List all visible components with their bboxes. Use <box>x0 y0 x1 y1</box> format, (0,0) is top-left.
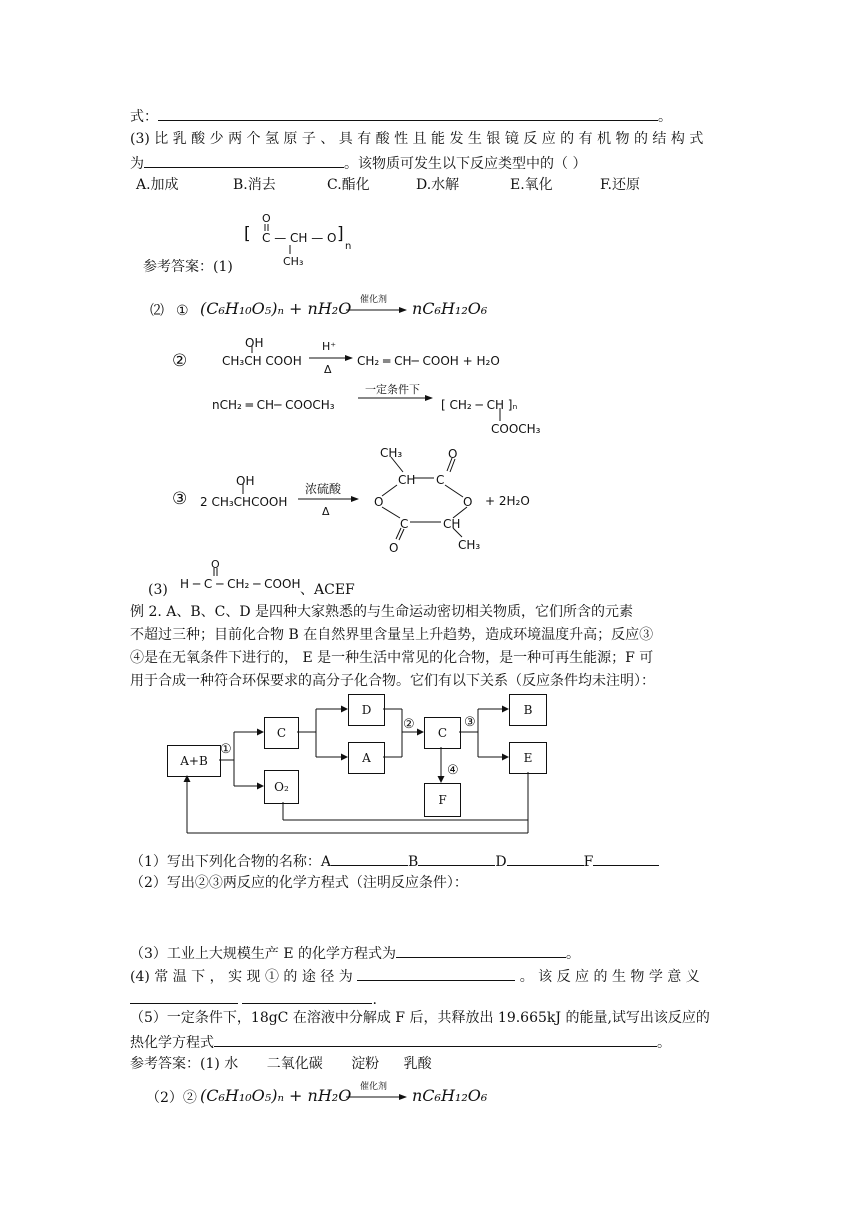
polymer-o: O <box>262 212 271 225</box>
ring-ch-bottom: CH <box>443 517 461 531</box>
box-ab: A+B <box>167 745 221 777</box>
example2-line3: ④是在无氧条件下进行的， E 是一种生活中常见的化合物，是一种可再生能源；F 可 <box>130 650 654 666</box>
example2-line4: 用于合成一种符合环保要求的高分子化合物。它们有以下关系（反应条件均未注明）： <box>130 673 655 689</box>
q1-d: D <box>495 854 507 870</box>
option-d: D.水解 <box>416 177 460 193</box>
eq4-left: 2 CH₃CHCOOH <box>200 495 288 509</box>
marker-4: ④ <box>447 763 459 778</box>
q1-b: B <box>408 854 419 870</box>
box-o2: O₂ <box>264 770 299 804</box>
eq2-left: CH₃CH COOH <box>222 354 302 368</box>
eq1-mark: ① <box>176 303 189 319</box>
eq4-cond-bottom: Δ <box>322 505 330 518</box>
eq2-cond-top: H⁺ <box>322 340 337 353</box>
box-c1: C <box>264 717 299 749</box>
q4-meaning: 。 该 反 应 的 生 物 学 意 义 <box>519 969 700 985</box>
q5-text: 热化学方程式 <box>130 1035 214 1051</box>
answer3-num: (3) <box>148 582 168 598</box>
eq3-left: nCH₂ ═ CH─ COOCH₃ <box>212 398 335 412</box>
answer3-formula: H ─ C ─ CH₂ ─ COOH <box>180 577 301 591</box>
eq1-condition: 催化剂 <box>360 295 388 305</box>
answer-ex2-co2: 二氧化碳 <box>266 1056 323 1072</box>
eq2-oh: OH <box>245 336 264 350</box>
box-d: D <box>348 694 385 726</box>
answer-ex2-lactic: 乳酸 <box>403 1056 432 1072</box>
eq4-product-tail: + 2H₂O <box>485 494 530 508</box>
eq2-mark: ② <box>172 351 188 371</box>
option-a: A.加成 <box>136 177 179 193</box>
q5-line1: （5）一定条件下，18gC 在溶液中分解成 F 后，共释放出 19.665kJ 的能量,试写出该反应的 <box>130 1010 710 1026</box>
option-b: B.消去 <box>233 177 276 193</box>
ring-o-bottom: O <box>389 541 399 555</box>
q3-text: （3）工业上大规模生产 E 的化学方程式为 <box>130 946 397 962</box>
ring-ch3-top: CH₃ <box>380 446 403 460</box>
answer-ex2-eq-right: nC₆H₁₂O₆ <box>412 1086 488 1105</box>
ring-ch-top: CH <box>398 473 416 487</box>
q2-line: （2）写出②③两反应的化学方程式（注明反应条件）： <box>130 875 468 891</box>
example2-line2: 不超过三种；目前化合物 B 在自然界里含量呈上升趋势，造成环境温度升高；反应③ <box>130 627 654 643</box>
ring-o-right: O <box>463 495 473 509</box>
ring-ch3-bottom: CH₃ <box>458 538 481 552</box>
box-b: B <box>509 694 547 726</box>
eq2-cond-bottom: Δ <box>324 363 332 376</box>
polymer-n: n <box>345 241 352 252</box>
box-e: E <box>509 742 547 774</box>
q1-a: （1）写出下列化合物的名称：A <box>130 854 332 870</box>
q3-line1: (3) 比 乳 酸 少 两 个 氢 原 子 、 具 有 酸 性 且 能 发 生 银 镜 反 应 的 有 机 物 的 结 构 式 <box>130 131 704 147</box>
q5-end: 。 <box>657 1035 671 1051</box>
option-e: E.氧化 <box>510 177 553 193</box>
q4-end: . <box>372 992 377 1008</box>
q1-f: F <box>583 854 594 870</box>
ring-o-left: O <box>374 495 384 509</box>
answer2-num: ⑵ <box>150 303 164 319</box>
answer-ex2-eq-cond: 催化剂 <box>360 1082 388 1092</box>
q3-end: 。 <box>566 946 581 962</box>
eq3-substituent: COOCH₃ <box>491 422 541 436</box>
ring-c-top: C <box>436 473 445 487</box>
eq4-oh: OH <box>236 474 255 488</box>
option-c: C.酯化 <box>327 177 370 193</box>
answer3-o: O <box>211 558 220 571</box>
prefix-text: 式： <box>130 109 158 125</box>
eq1-right: nC₆H₁₂O₆ <box>412 299 488 318</box>
polymer-chain: C — CH — O <box>262 231 337 245</box>
option-f: F.还原 <box>600 177 640 193</box>
eq1-left: (C₆H₁₀O₅)ₙ + nH₂O <box>200 299 352 318</box>
q3-prefix: 为 <box>130 156 144 172</box>
q3-suffix: 。该物质可发生以下反应类型中的（ ） <box>344 156 587 172</box>
eq4-cond-top: 浓硫酸 <box>305 482 342 496</box>
eq3-right: [ CH₂ ─ CH ]ₙ <box>441 398 518 412</box>
q4-text: (4) 常 温 下 ， 实 现 ① 的 途 径 为 <box>130 969 353 985</box>
ring-c-bottom: C <box>400 517 409 531</box>
eq2-right: CH₂ ═ CH─ COOH + H₂O <box>357 354 500 368</box>
answer-ex2-starch: 淀粉 <box>351 1056 380 1072</box>
example2-line1: 例 2. A、B、C、D 是四种大家熟悉的与生命运动密切相关物质，它们所含的元素 <box>130 604 634 620</box>
marker-1: ① <box>220 742 232 757</box>
eq3-condition: 一定条件下 <box>365 383 420 396</box>
answer-ex2-eq-prefix: （2）② <box>146 1090 197 1106</box>
marker-2: ② <box>403 717 415 732</box>
answer3-choice: 、ACEF <box>300 582 355 598</box>
box-a: A <box>348 742 385 774</box>
end-mark: 。 <box>658 109 672 125</box>
eq4-mark: ③ <box>172 489 188 509</box>
answer-label: 参考答案：(1) <box>143 259 233 275</box>
box-f: F <box>424 783 461 817</box>
polymer-left-bracket: [ <box>244 224 251 244</box>
answer-ex2-water: 参考答案：(1) 水 <box>130 1056 239 1072</box>
polymer-right-bracket: ] <box>337 224 344 244</box>
polymer-ch3: CH₃ <box>283 255 304 268</box>
marker-3: ③ <box>464 715 476 730</box>
box-c2: C <box>424 717 461 749</box>
answer-ex2-eq-left: (C₆H₁₀O₅)ₙ + nH₂O <box>200 1086 352 1105</box>
ring-o-top: O <box>448 447 458 461</box>
